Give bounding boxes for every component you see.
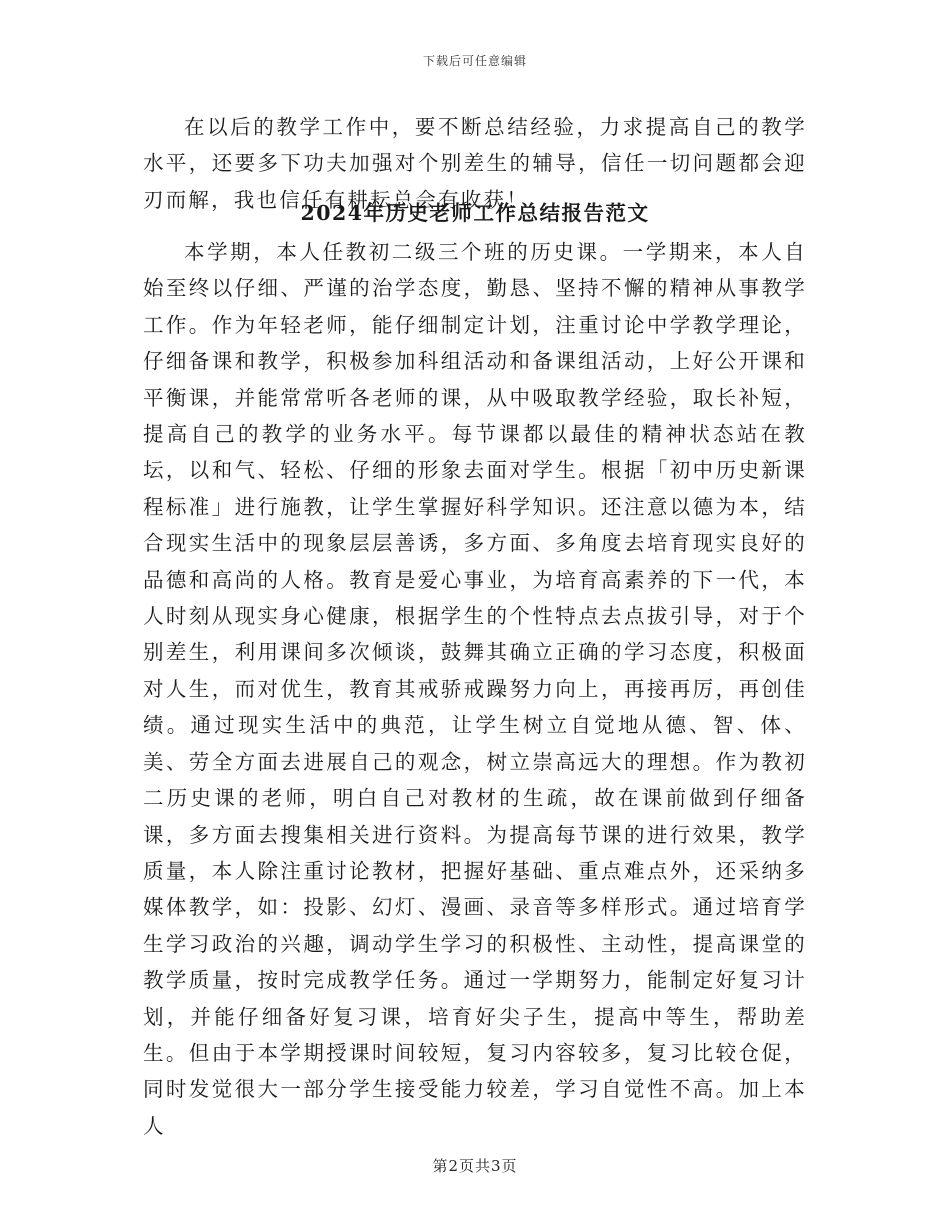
intro-paragraph: 在以后的教学工作中，要不断总结经验，力求提高自己的教学水平，还要多下功夫加强对个别差生的辅导，信任一切问题都会迎刃而解，我也信任有耕耘总会有收获！: [143, 115, 807, 212]
section-title: 2024年历史老师工作总结报告范文: [300, 201, 650, 225]
body-section: [143, 234, 807, 1144]
header-note: 下载后可任意编辑: [422, 54, 527, 68]
body-paragraph: 本学期，本人任教初二级三个班的历史课。一学期来，本人自始至终以仔细、严谨的治学态度，勤恳、坚持不懈的精神从事教学工作。作为年轻老师，能仔细制定计划，注重讨论中学教学理论，仔细备课和教学，积极参加科组活动和备课组活动，上好公开课和平衡课，并能常常听各老师的课，从中吸取教学经验，取长补短，提高自己的教学的业务水平。每节课都以最佳的精神状态站在教坛，以和气、轻松、仔细的形象去面对学生。根据「初中历史新课程标准」进行施教，让学生掌握好科学知识。还注意以德为本，结合现实生活中的现象层层善诱，多方面、多角度去培育现实良好的品德和高尚的人格。教育是爱心事业，为培育高素养的下一代，本人时刻从现实身心健康，根据学生的个性特点去点拔引导，对于个别差生，利用课间多次倾谈，鼓舞其确立正确的学习态度，积极面对人生，而对优生，教育其戒骄戒躁努力向上，再接再厉，再创佳绩。通过现实生活中的典范，让学生树立自觉地从德、智、体、美、劳全方面去进展自己的观念，树立崇高远大的理想。作为教初二历史课的老师，明白自己对教材的生疏，故在课前做到仔细备课，多方面去搜集相关进行资料。为提高每节课的进行效果，教学质量，本人除注重讨论教材，把握好基础、重点难点外，还采纳多媒体教学，如：投影、幻灯、漫画、录音等多样形式。通过培育学生学习政治的兴趣，调动学生学习的积极性、主动性，提高课堂的教学质量，按时完成教学任务。通过一学期努力，能制定好复习计划，并能仔细备好复习课，培育好尖子生，提高中等生，帮助差生。但由于本学期授课时间较短，复习内容较多，复习比较仓促，同时发觉很大一部分学生接受能力较差，学习自觉性不高。加上本人: [143, 240, 807, 1138]
page-number: 第2页共3页: [432, 1157, 518, 1175]
